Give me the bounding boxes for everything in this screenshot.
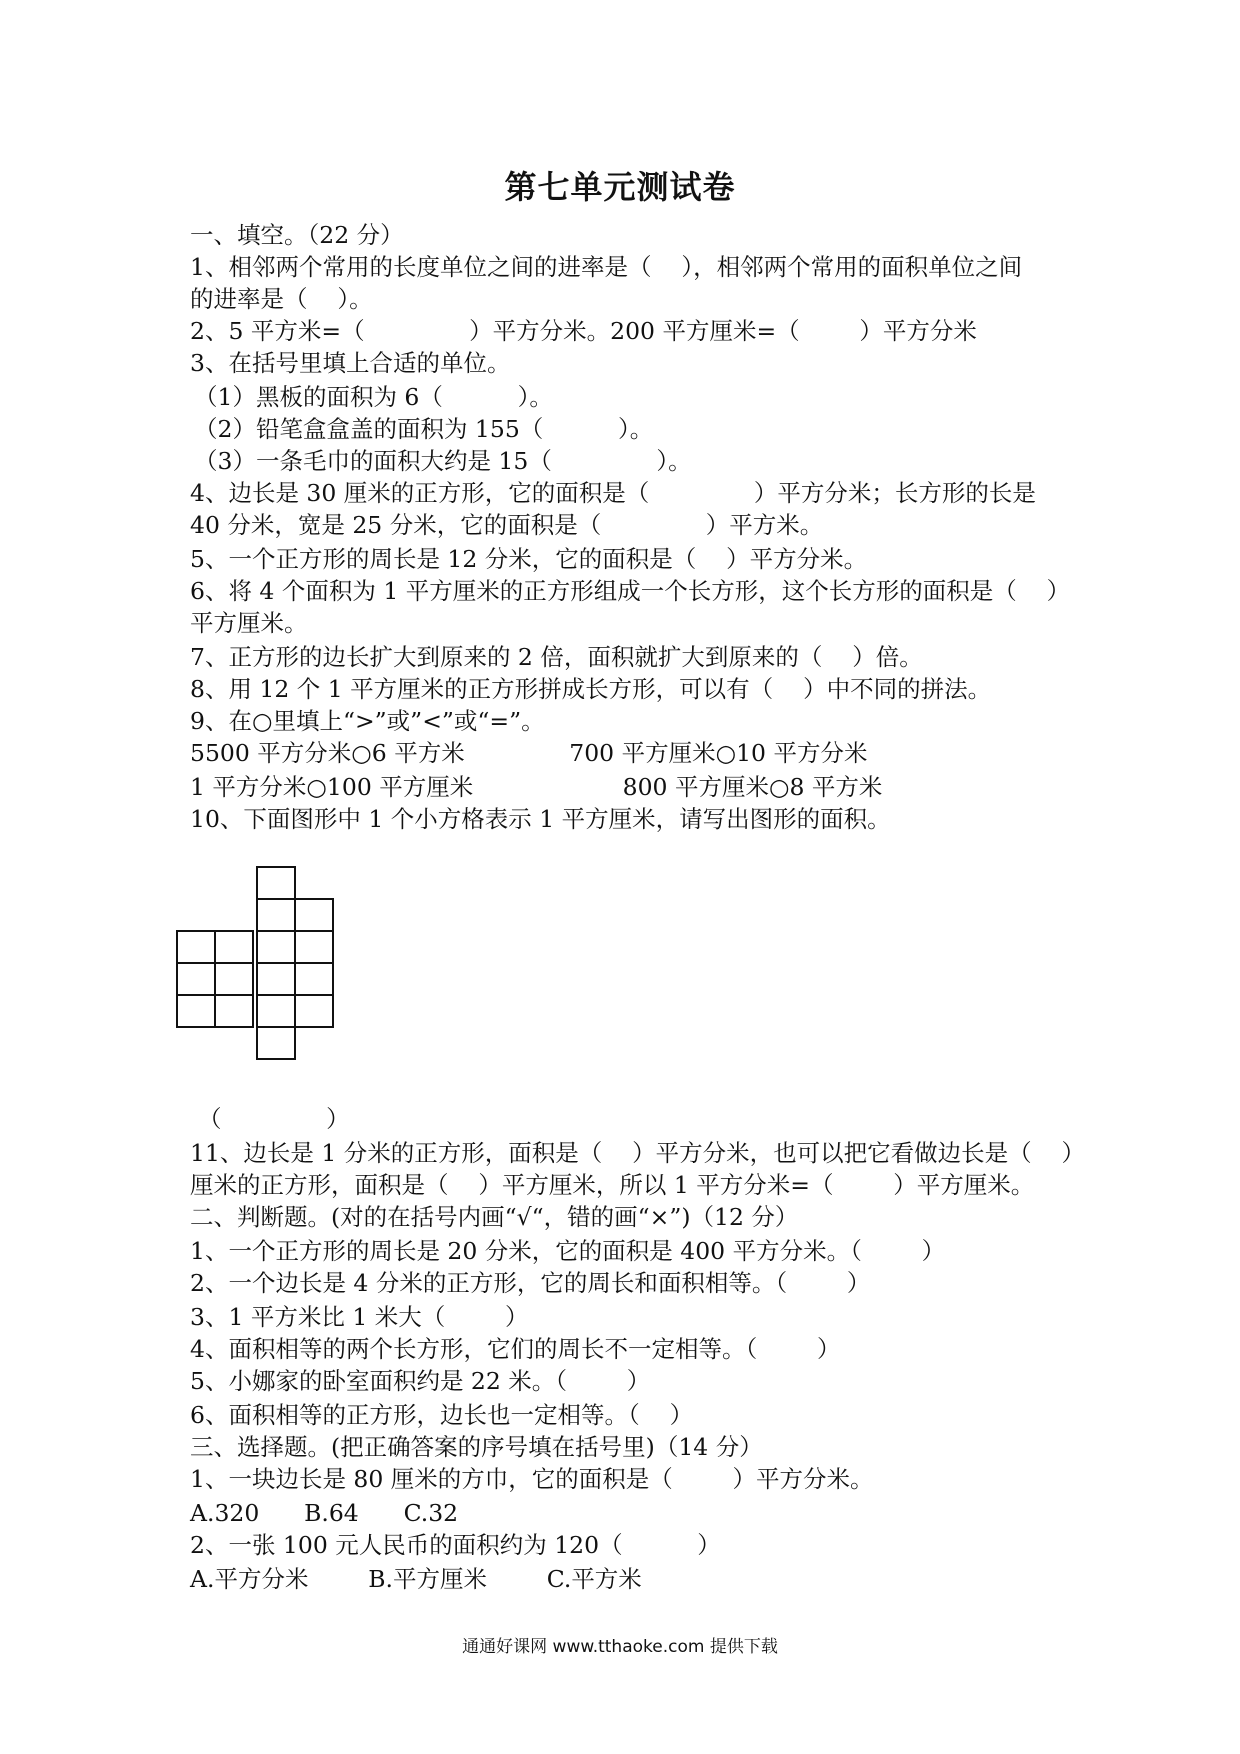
text-line: 9、在○里填上“>”或”<”或“=”。 [190, 707, 545, 735]
text-line: 1、相邻两个常用的长度单位之间的进率是（ ），相邻两个常用的面积单位之间 [190, 253, 1023, 281]
text-line: 3、1 平方米比 1 米大（ ） [190, 1303, 529, 1331]
text-line: 1、一块边长是 80 厘米的方巾，它的面积是（ ）平方分米。 [190, 1465, 874, 1493]
text-line: 5、一个正方形的周长是 12 分米，它的面积是（ ）平方分米。 [190, 545, 868, 573]
text-line: （3）一条毛巾的面积大约是 15（ ）。 [194, 447, 692, 475]
grid-cell [294, 994, 334, 1028]
text-line: 平方厘米。 [190, 609, 308, 637]
text-line: 6、面积相等的正方形，边长也一定相等。（ ） [190, 1401, 694, 1429]
text-line: 4、面积相等的两个长方形，它们的周长不一定相等。（ ） [190, 1335, 841, 1363]
text-line: 11、边长是 1 分米的正方形，面积是（ ）平方分米，也可以把它看做边长是（ ） [190, 1139, 1086, 1167]
page-title: 第七单元测试卷 [504, 168, 736, 206]
grid-cell [256, 994, 296, 1028]
grid-cell [294, 898, 334, 932]
text-line: 3、在括号里填上合适的单位。 [190, 349, 511, 377]
text-line: （1）黑板的面积为 6（ ）。 [194, 383, 553, 411]
grid-cell [214, 930, 254, 964]
text-line: 1 平方分米○100 平方厘米 800 平方厘米○8 平方米 [190, 773, 883, 801]
grid-cell [214, 962, 254, 996]
grid-cell [294, 930, 334, 964]
grid-cell [256, 866, 296, 900]
text-line: A.320 B.64 C.32 [190, 1499, 459, 1527]
text-line: 2、一张 100 元人民币的面积约为 120（ ） [190, 1531, 721, 1559]
text-line: （2）铅笔盒盒盖的面积为 155（ ）。 [194, 415, 654, 443]
text-line: 5500 平方分米○6 平方米 700 平方厘米○10 平方分米 [190, 739, 868, 767]
grid-cell [214, 994, 254, 1028]
grid-cell [176, 930, 216, 964]
grid-cell [176, 994, 216, 1028]
text-line: 的进率是（ ）。 [190, 285, 373, 313]
text-line: 二、判断题。(对的在括号内画“√“，错的画“×”)（12 分） [190, 1203, 799, 1231]
text-line: 5、小娜家的卧室面积约是 22 米。（ ） [190, 1367, 651, 1395]
text-line: 7、正方形的边长扩大到原来的 2 倍，面积就扩大到原来的（ ）倍。 [190, 643, 923, 671]
text-line: 2、5 平方米=（ ）平方分米。200 平方厘米=（ ）平方分米 [190, 317, 977, 345]
grid-cell [176, 962, 216, 996]
text-line: 4、边长是 30 厘米的正方形，它的面积是（ ）平方分米；长方形的长是 [190, 479, 1036, 507]
text-line: （ ） [198, 1105, 350, 1133]
text-line: 1、一个正方形的周长是 20 分米，它的面积是 400 平方分米。（ ） [190, 1237, 946, 1265]
grid-cell [294, 962, 334, 996]
text-line: 一、填空。（22 分） [190, 221, 404, 249]
grid-cell [256, 930, 296, 964]
text-line: A.平方分米 B.平方厘米 C.平方米 [190, 1565, 642, 1593]
grid-cell [256, 1026, 296, 1060]
text-line: 三、选择题。(把正确答案的序号填在括号里)（14 分） [190, 1433, 763, 1461]
grid-cell [256, 898, 296, 932]
text-line: 8、用 12 个 1 平方厘米的正方形拼成长方形，可以有（ ）中不同的拼法。 [190, 675, 992, 703]
text-line: 10、下面图形中 1 个小方格表示 1 平方厘米，请写出图形的面积。 [190, 805, 891, 833]
text-line: 2、一个边长是 4 分米的正方形，它的周长和面积相等。（ ） [190, 1269, 871, 1297]
footer-credit: 通通好课网 www.tthaoke.com 提供下载 [462, 1637, 778, 1657]
text-line: 厘米的正方形，面积是（ ）平方厘米，所以 1 平方分米=（ ）平方厘米。 [190, 1171, 1035, 1199]
grid-cell [256, 962, 296, 996]
text-line: 6、将 4 个面积为 1 平方厘米的正方形组成一个长方形，这个长方形的面积是（ ） [190, 577, 1071, 605]
text-line: 40 分米，宽是 25 分米，它的面积是（ ）平方米。 [190, 511, 824, 539]
